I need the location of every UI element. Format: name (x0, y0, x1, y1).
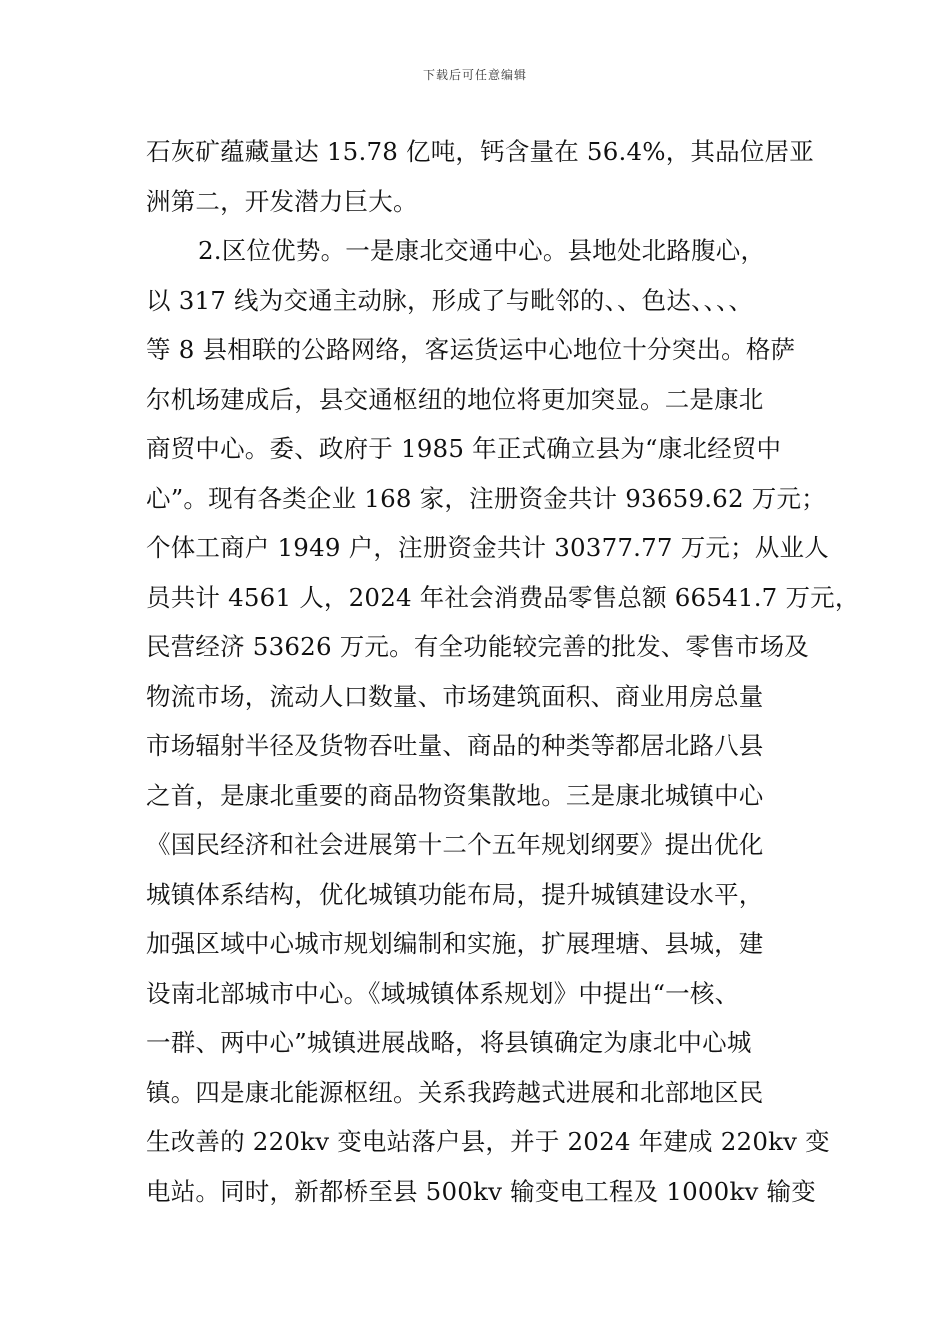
text-line-10: 员共计 4561 人，2024 年社会消费品零售总额 66541.7 万元， (146, 582, 860, 612)
text-line-7: 商贸中心。委、政府于 1985 年正式确立县为“康北经贸中 (146, 434, 782, 463)
text-line-9: 个体工商户 1949 户，注册资金共计 30377.77 万元；从业人 (146, 533, 829, 562)
text-line-20: 镇。四是康北能源枢纽。关系我跨越式进展和北部地区民 (146, 1077, 764, 1107)
text-line-17: 加强区域中心城市规划编制和实施，扩展理塘、县城，建 (146, 929, 764, 958)
text-line-3: 2.区位优势。一是康北交通中心。县地处北路腹心， (198, 236, 766, 265)
text-line-19: 一群、两中心”城镇进展战略，将县镇确定为康北中心城 (146, 1028, 752, 1057)
text-line-21: 生改善的 220kv 变电站落户县，并于 2024 年建成 220kv 变 (146, 1127, 830, 1156)
text-line-16: 城镇体系结构，优化城镇功能布局，提升城镇建设水平， (146, 879, 764, 909)
text-line-5: 等 8 县相联的公路网络，客运货运中心地位十分突出。格萨 (146, 335, 796, 364)
text-line-1: 石灰矿蕴藏量达 15.78 亿吨，钙含量在 56.4%，其品位居亚 (146, 137, 814, 166)
download-editable-note: 下载后可任意编辑 (422, 68, 527, 82)
text-line-22: 电站。同时，新都桥至县 500kv 输变电工程及 1000kv 输变 (146, 1176, 816, 1206)
text-line-2: 洲第二，开发潜力巨大。 (146, 186, 418, 216)
text-line-15: 《国民经济和社会进展第十二个五年规划纲要》提出优化 (146, 830, 764, 859)
text-line-6: 尔机场建成后，县交通枢纽的地位将更加突显。二是康北 (146, 384, 764, 414)
text-line-4: 以 317 线为交通主动脉，形成了与毗邻的、、色达、、、、 (146, 285, 754, 315)
text-line-8: 心”。现有各类企业 168 家，注册资金共计 93659.62 万元； (146, 483, 826, 513)
text-line-14: 之首，是康北重要的商品物资集散地。三是康北城镇中心 (146, 780, 764, 810)
text-line-11: 民营经济 53626 万元。有全功能较完善的批发、零售市场及 (146, 632, 810, 661)
text-line-13: 市场辐射半径及货物吞吐量、商品的种类等都居北路八县 (146, 731, 764, 760)
body-text (146, 127, 860, 1216)
text-line-12: 物流市场，流动人口数量、市场建筑面积、商业用房总量 (146, 681, 764, 711)
text-line-18: 设南北部城市中心。《域城镇体系规划》中提出“一核、 (146, 978, 740, 1008)
